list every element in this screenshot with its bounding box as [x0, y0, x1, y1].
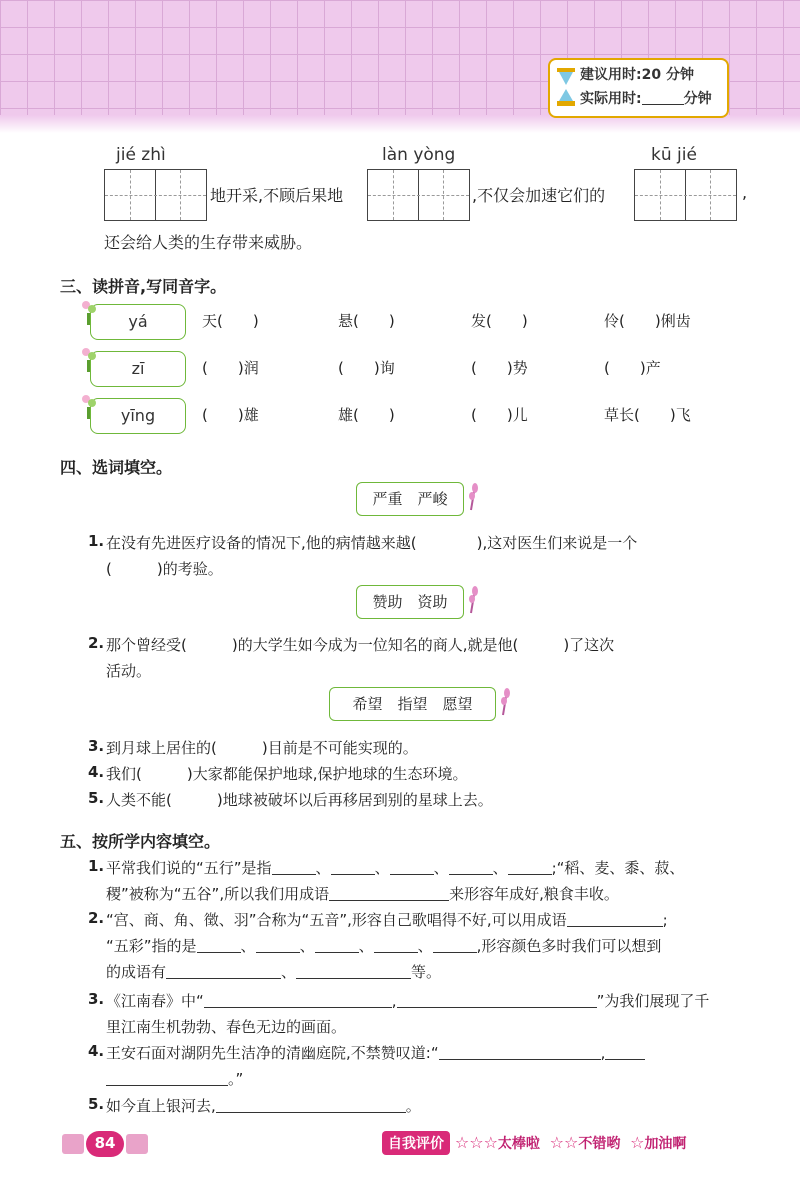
- pinyin-jiezhi: jié zhì: [116, 145, 166, 165]
- carryover-text: ,不仅会加速它们的: [472, 186, 606, 205]
- question-line: 。”: [106, 1068, 243, 1089]
- suggested-time: 建议用时:20 分钟: [580, 67, 694, 83]
- blank-item[interactable]: ( )润: [202, 359, 259, 377]
- tianzige-box[interactable]: [367, 169, 470, 221]
- word-choice-box: 希望 指望 愿望: [329, 687, 496, 721]
- question-number: 4.: [88, 763, 105, 781]
- question-text: 我们( )大家都能保护地球,保护地球的生态环境。: [106, 765, 468, 783]
- question-text: 里江南生机勃勃、春色无边的画面。: [106, 1018, 347, 1036]
- answer-blank[interactable]: [106, 1069, 228, 1086]
- blank-item[interactable]: ( )产: [604, 359, 661, 377]
- question-number: 2.: [88, 909, 105, 927]
- answer-blank[interactable]: [605, 1043, 645, 1060]
- blank-item[interactable]: 雄( ): [338, 406, 395, 424]
- pinyin-pill: zī: [90, 351, 186, 387]
- blank-item[interactable]: 伶( )俐齿: [604, 312, 691, 330]
- star-icon[interactable]: ☆: [469, 1133, 484, 1152]
- eval-level: 太棒啦: [497, 1136, 540, 1152]
- answer-blank[interactable]: [272, 858, 316, 875]
- carryover-line2: 还会给人类的生存带来威胁。: [104, 233, 313, 252]
- hourglass-icon: [556, 68, 576, 106]
- answer-blank[interactable]: [397, 991, 597, 1008]
- star-icon[interactable]: ☆: [564, 1133, 579, 1152]
- question-line: “宫、商、角、徵、羽”合称为“五音”,形容自己歌唱得不好,可以用成语 ;: [106, 911, 668, 929]
- question-text: 活动。: [106, 662, 152, 680]
- answer-blank[interactable]: [197, 936, 241, 953]
- blank-item[interactable]: ( )势: [471, 359, 528, 377]
- actual-time: 实际用时: 分钟: [580, 88, 712, 108]
- wheat-icon: [462, 482, 480, 512]
- question-text: ( )的考验。: [106, 560, 223, 578]
- self-evaluation: [382, 1131, 686, 1155]
- word-choice-box: 严重 严峻: [356, 482, 464, 516]
- answer-blank[interactable]: [439, 1043, 601, 1060]
- blank-item[interactable]: 发( ): [471, 312, 528, 330]
- pinyin-lanyong: làn yòng: [382, 145, 456, 165]
- flower-icon: [79, 346, 99, 374]
- question-number: 1.: [88, 532, 105, 550]
- flower-icon: [79, 299, 99, 327]
- answer-blank[interactable]: [329, 884, 449, 901]
- carryover-text: 地开采,不顾后果地: [210, 186, 344, 205]
- answer-blank[interactable]: [296, 962, 411, 979]
- star-icon[interactable]: ☆: [483, 1133, 498, 1152]
- eval-level: 加油啊: [644, 1136, 687, 1152]
- actual-time-blank[interactable]: [642, 88, 684, 105]
- question-text: 人类不能( )地球被破坏以后再移居到别的星球上去。: [106, 791, 493, 809]
- wheat-icon: [494, 687, 512, 717]
- word-choice-box: 赞助 资助: [356, 585, 464, 619]
- answer-blank[interactable]: [256, 936, 300, 953]
- section4-title: 四、选词填空。: [60, 458, 173, 477]
- answer-blank[interactable]: [390, 858, 434, 875]
- question-line: 《江南春》中“ , ”为我们展现了千: [106, 992, 710, 1010]
- answer-blank[interactable]: [508, 858, 552, 875]
- eval-level: 不错哟: [578, 1136, 621, 1152]
- section5-title: 五、按所学内容填空。: [60, 832, 221, 851]
- blank-item[interactable]: 天( ): [202, 312, 259, 330]
- blank-item[interactable]: 草长( )飞: [604, 406, 691, 424]
- tianzige-box[interactable]: [634, 169, 737, 221]
- star-icon[interactable]: ☆: [630, 1133, 645, 1152]
- answer-blank[interactable]: [433, 936, 477, 953]
- question-line: 如今直上银河去, 。: [106, 1097, 421, 1115]
- star-icon[interactable]: ☆: [549, 1133, 564, 1152]
- question-line: 的成语有 、 等。: [106, 963, 442, 981]
- question-number: 3.: [88, 990, 105, 1008]
- question-number: 1.: [88, 857, 105, 875]
- answer-blank[interactable]: [567, 910, 663, 927]
- flower-icon: [79, 393, 99, 421]
- question-text: 那个曾经受( )的大学生如今成为一位知名的商人,就是他( )了这次: [106, 636, 615, 654]
- pinyin-pill: yīng: [90, 398, 186, 434]
- pinyin-pill: yá: [90, 304, 186, 340]
- answer-blank[interactable]: [315, 936, 359, 953]
- carryover-text: ,: [742, 183, 748, 202]
- section3-title: 三、读拼音,写同音字。: [60, 277, 227, 296]
- answer-blank[interactable]: [374, 936, 418, 953]
- page-number: 84: [94, 1134, 116, 1152]
- wheat-icon: [462, 585, 480, 615]
- answer-blank[interactable]: [204, 991, 392, 1008]
- blank-item[interactable]: 悬( ): [338, 312, 395, 330]
- blank-item[interactable]: ( )儿: [471, 406, 528, 424]
- answer-blank[interactable]: [449, 858, 493, 875]
- question-number: 5.: [88, 789, 105, 807]
- star-icon[interactable]: ☆: [454, 1133, 470, 1152]
- answer-blank[interactable]: [166, 962, 281, 979]
- answer-blank[interactable]: [216, 1096, 406, 1113]
- tianzige-box[interactable]: [104, 169, 207, 221]
- question-text: 在没有先进医疗设备的情况下,他的病情越来越( ),这对医生们来说是一个: [106, 534, 638, 552]
- question-number: 3.: [88, 737, 105, 755]
- question-line: 平常我们说的“五行”是指 、 、 、 、 ;“稻、麦、黍、菽、: [106, 859, 685, 877]
- question-line: 王安石面对湖阴先生洁净的清幽庭院,不禁赞叹道:“ ,: [106, 1042, 645, 1063]
- answer-blank[interactable]: [331, 858, 375, 875]
- question-number: 4.: [88, 1042, 105, 1060]
- time-box: [548, 58, 729, 118]
- self-eval-label: 自我评价: [382, 1131, 450, 1155]
- question-number: 2.: [88, 634, 105, 652]
- blank-item[interactable]: ( )询: [338, 359, 395, 377]
- question-line: “五彩”指的是 、 、 、 、 ,形容颜色多时我们可以想到: [106, 937, 662, 955]
- question-number: 5.: [88, 1095, 105, 1113]
- question-line: 稷”被称为“五谷”,所以我们用成语 来形容年成好,粮食丰收。: [106, 885, 619, 903]
- question-text: 到月球上居住的( )目前是不可能实现的。: [106, 739, 418, 757]
- blank-item[interactable]: ( )雄: [202, 406, 259, 424]
- pinyin-kujie: kū jié: [651, 145, 697, 165]
